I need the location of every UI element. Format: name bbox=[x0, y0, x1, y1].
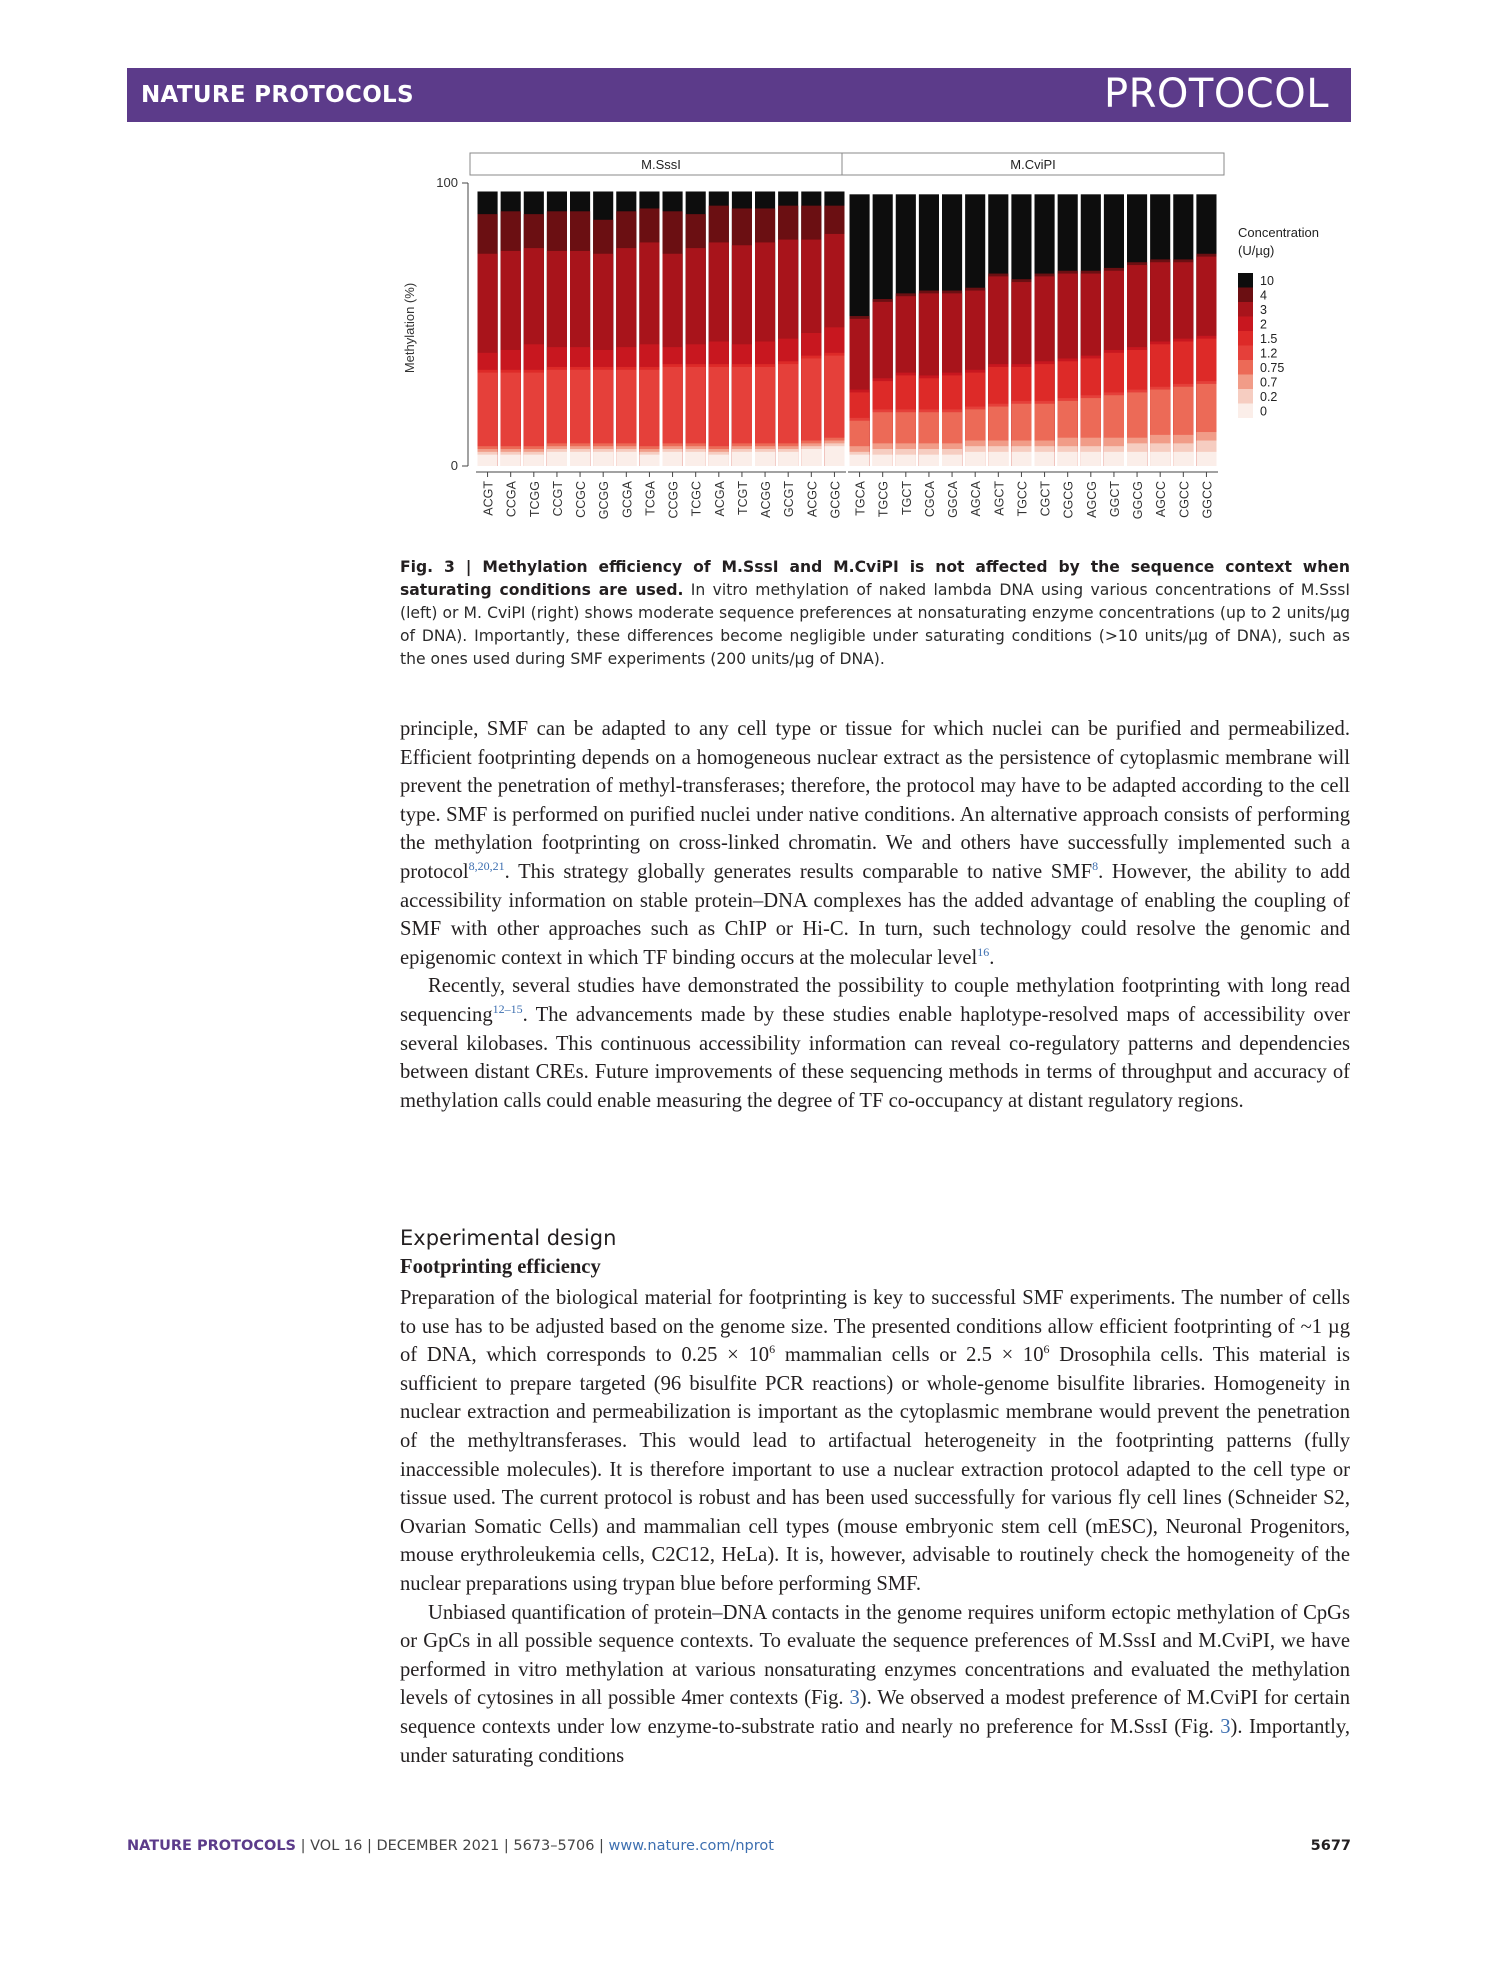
bar-segment bbox=[919, 455, 939, 466]
panel-title: M.SssI bbox=[641, 157, 681, 172]
x-tick-label: TGCT bbox=[899, 481, 914, 516]
bar-segment bbox=[639, 455, 659, 466]
legend-label: 10 bbox=[1260, 274, 1274, 288]
x-tick-label: TCGC bbox=[689, 481, 704, 517]
x-tick-label: ACGA bbox=[712, 481, 727, 517]
x-tick-label: GCGA bbox=[620, 481, 635, 518]
x-tick-label: CCGC bbox=[574, 481, 589, 518]
x-tick-label: GCGC bbox=[828, 481, 843, 519]
bar-segment bbox=[570, 452, 590, 466]
y-tick-label: 0 bbox=[450, 458, 458, 473]
x-tick-label: TGCC bbox=[1015, 481, 1030, 517]
bar-segment bbox=[547, 452, 567, 466]
x-tick-label: GGCC bbox=[1200, 481, 1215, 519]
legend-swatch bbox=[1238, 302, 1253, 317]
x-tick-label: CGCG bbox=[1061, 481, 1076, 519]
bar-segment bbox=[663, 452, 683, 466]
x-tick-label: GGCT bbox=[1107, 481, 1122, 518]
y-axis-label: Methylation (%) bbox=[402, 282, 417, 374]
journal-name: NATURE PROTOCOLS bbox=[141, 82, 414, 108]
legend-swatch bbox=[1238, 346, 1253, 361]
legend-swatch bbox=[1238, 404, 1253, 419]
body-section-2 bbox=[400, 1284, 1350, 1770]
x-tick-label: AGCC bbox=[1154, 481, 1169, 518]
bar-segment bbox=[1196, 452, 1216, 466]
bar-segment bbox=[965, 452, 985, 466]
subsection-heading: Footprinting efficiency bbox=[400, 1256, 601, 1278]
citation[interactable]: 8 bbox=[1092, 859, 1099, 874]
caption-text: In vitro methylation of naked lambda DNA using various concentrations of M.SssI (left) or M. CviPI (right) shows moderate sequence preferences at nonsaturating enzyme concentrations (up to 2 units/µg of DNA). Importantly, these differences become negligible under saturating conditions (>10 units/µg of DNA), such as the ones used during SMF experiments (200 units/µg of DNA). bbox=[400, 581, 1350, 668]
bar-segment bbox=[1150, 452, 1170, 466]
citation[interactable]: 8,20,21 bbox=[468, 859, 505, 874]
legend-swatch bbox=[1238, 360, 1253, 375]
bar-segment bbox=[896, 455, 916, 466]
legend-label: 2 bbox=[1260, 317, 1267, 332]
bar-segment bbox=[732, 452, 752, 466]
bar-segment bbox=[988, 452, 1008, 466]
legend-label: 0.7 bbox=[1260, 375, 1278, 390]
legend-label: 0 bbox=[1260, 404, 1267, 419]
section-heading: Experimental design bbox=[400, 1226, 617, 1250]
legend-swatch bbox=[1238, 375, 1253, 390]
legend-swatch bbox=[1238, 389, 1253, 404]
legend-label: 0.2 bbox=[1260, 390, 1278, 404]
bar-segment bbox=[850, 455, 870, 466]
x-tick-label: GCGT bbox=[782, 481, 797, 518]
bar-segment bbox=[824, 446, 844, 466]
bar-segment bbox=[778, 452, 798, 466]
citation[interactable]: 16 bbox=[977, 944, 990, 959]
x-tick-label: GGCA bbox=[946, 481, 961, 518]
footer-url[interactable]: www.nature.com/nprot bbox=[608, 1838, 774, 1854]
page-number: 5677 bbox=[1310, 1838, 1351, 1854]
figure-ref[interactable]: 3 bbox=[849, 1687, 860, 1710]
x-tick-label: ACGG bbox=[759, 481, 774, 518]
paragraph-3: Preparation of the biological material for footprinting is key to successful SMF experiments. The number of cells to use has to be adjusted based on the genome size. The presented conditions allow efficient footprinting of ~1 µg of DNA, which corresponds to $0.25 \times 10^6$ mammalian cells or $2.5 \times 10^6$ Drosophila cells. This material is sufficient to prepare targeted (96 bisulfite PCR reactions) or whole-genome bisulfite libraries. Homogeneity in nuclear extraction and permeabilization is important as the cytoplasmic membrane would prevent the penetration of the methyltransferases. This would lead to artifactual heterogeneity in the footprinting patterns (fully inaccessible molecules). It is therefore important to use a nuclear extraction protocol adapted to the cell type or tissue used. The current protocol is robust and has been used successfully for various fly cell lines (Schneider S2, Ovarian Somatic Cells) and mammalian cell types (mouse embryonic stem cell (mESC), Neuronal Progenitors, mouse erythroleukemia cells, C2C12, HeLa). It is, however, advisable to routinely check the homogeneity of the nuclear preparations using trypan blue before performing SMF. bbox=[400, 1287, 1351, 1595]
x-tick-label: ACGC bbox=[805, 481, 820, 518]
bar-segment bbox=[593, 452, 613, 466]
x-tick-label: CCGT bbox=[550, 481, 565, 517]
x-tick-label: CGCC bbox=[1177, 481, 1192, 518]
bar-segment bbox=[1104, 452, 1124, 466]
x-tick-label: TGCA bbox=[853, 481, 868, 516]
x-tick-label: GGCG bbox=[1131, 481, 1146, 520]
bar-segment bbox=[1011, 452, 1031, 466]
bar-segment bbox=[478, 455, 498, 466]
legend-swatch bbox=[1238, 273, 1253, 288]
legend-swatch bbox=[1238, 288, 1253, 303]
page-footer bbox=[127, 1838, 1351, 1854]
x-tick-label: TCGT bbox=[735, 481, 750, 516]
methylation-chart bbox=[390, 148, 1350, 548]
x-tick-label: CCGA bbox=[504, 481, 519, 518]
paragraph-1: principle, SMF can be adapted to any cell type or tissue for which nuclei can be purified and permeabilized. Efficient footprinting depends on a homogeneous nuclear extract as the persistence of cytoplasmic membrane will prevent the penetration of methyl-transferases; therefore, the protocol may have to be adapted according to the cell type. SMF is performed on purified nuclei under native conditions. An alternative approach consists of performing the methylation footprinting on cross-linked chromatin. We and others have successfully implemented such a protocol$^{8,20,21}$. This strategy globally generates results comparable to native SMF$^8$. However, the ability to add accessibility information on stable protein–DNA complexes has the added advantage of enabling the coupling of SMF with other approaches such as ChIP or Hi-C. In turn, such technology could resolve the genomic and epigenomic context in which TF binding occurs at the molecular level$^{16}$. bbox=[400, 718, 1350, 969]
bar-segment bbox=[755, 452, 775, 466]
bar-segment bbox=[1173, 452, 1193, 466]
caption-title: Fig. 3 | Methylation efficiency of M.SssI and M.CviPI is not affected by the sequence context when saturating conditions are used. bbox=[400, 558, 1350, 599]
x-tick-label: TGCG bbox=[876, 481, 891, 518]
footer-issue: | VOL 16 | DECEMBER 2021 | 5673–5706 | bbox=[300, 1838, 604, 1854]
x-tick-label: AGCG bbox=[1084, 481, 1099, 518]
bar-segment bbox=[942, 455, 962, 466]
bar-segment bbox=[616, 452, 636, 466]
figure-ref[interactable]: 3 bbox=[1220, 1715, 1231, 1738]
y-tick-label: 100 bbox=[436, 175, 458, 190]
bar-segment bbox=[1058, 452, 1078, 466]
paragraph-4: Unbiased quantification of protein–DNA contacts in the genome requires uniform ectopic methylation of CpGs or GpCs in all possible sequence contexts. To evaluate the sequence preferences of M.SssI and M.CviPI, we have performed in vitro methylation at various nonsaturating enzymes concentrations and evaluated the methylation levels of cytosines in all possible 4mer contexts (Fig. 3). We observed a modest preference of M.CviPI for certain sequence contexts under low enzyme-to-substrate ratio and nearly no preference for M.SssI (Fig. 3). Importantly, under saturating conditions bbox=[400, 1601, 1350, 1767]
legend-label: 0.75 bbox=[1260, 361, 1285, 375]
bar-segment bbox=[873, 455, 893, 466]
bar-segment bbox=[686, 452, 706, 466]
x-tick-label: AGCT bbox=[992, 481, 1007, 516]
figure-caption bbox=[400, 556, 1350, 671]
x-tick-label: CCGG bbox=[666, 481, 681, 519]
panel-title: M.CviPI bbox=[1010, 157, 1056, 172]
bar-segment bbox=[524, 455, 544, 466]
bar-segment bbox=[1127, 452, 1147, 466]
bar-segment bbox=[501, 455, 521, 466]
legend-swatch bbox=[1238, 331, 1253, 346]
legend-label: 1.5 bbox=[1260, 332, 1278, 346]
legend-label: 4 bbox=[1260, 288, 1267, 303]
x-tick-label: CGCT bbox=[1038, 481, 1053, 517]
bar-segment bbox=[801, 449, 821, 466]
footer-journal: NATURE PROTOCOLS bbox=[127, 1838, 297, 1854]
bar-segment bbox=[709, 455, 729, 466]
citation[interactable]: 12–15 bbox=[492, 1002, 523, 1017]
bar-segment bbox=[1081, 452, 1101, 466]
journal-banner bbox=[127, 68, 1351, 122]
x-tick-label: ACGT bbox=[481, 481, 496, 516]
body-section-1 bbox=[400, 715, 1350, 1115]
x-tick-label: CGCA bbox=[922, 481, 937, 518]
section-label: PROTOCOL bbox=[1103, 71, 1329, 117]
x-tick-label: GCGG bbox=[597, 481, 612, 520]
x-tick-label: TCGA bbox=[643, 481, 658, 516]
legend-title: (U/µg) bbox=[1238, 243, 1275, 258]
x-tick-label: AGCA bbox=[969, 481, 984, 517]
legend-swatch bbox=[1238, 317, 1253, 332]
legend-title: Concentration bbox=[1238, 225, 1319, 240]
paragraph-2: Recently, several studies have demonstrated the possibility to couple methylation footprinting with long read sequencing$^{12-15}$. The advancements made by these studies enable haplotype-resolved maps of accessibility over several kilobases. This continuous accessibility information can reveal co-regulatory patterns and dependencies between distant CREs. Future improvements of these sequencing methods in terms of throughput and accuracy of methylation calls could enable measuring the degree of TF co-occupancy at distant regulatory regions. bbox=[400, 975, 1350, 1112]
legend-label: 1.2 bbox=[1260, 346, 1278, 361]
legend-label: 3 bbox=[1260, 303, 1267, 317]
x-tick-label: TCGG bbox=[527, 481, 542, 518]
bar-segment bbox=[1035, 452, 1055, 466]
